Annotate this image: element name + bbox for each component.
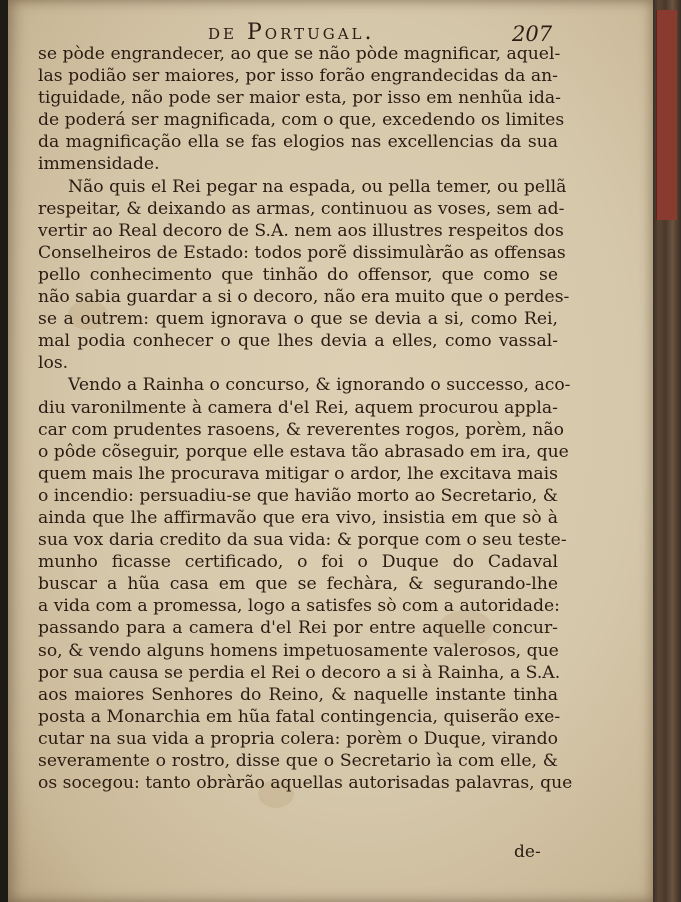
text-line: munho ficasse certificado, o foi o Duque do Cadaval [38, 552, 558, 573]
text-line: quem mais lhe procurava mitigar o ardor, lhe excitava mais [38, 463, 558, 484]
text-line: o pôde cõseguir, porque elle estava tão abrasado em ira, que [38, 441, 569, 462]
text-line: diu varonilmente à camera d'el Rei, aquem procurou appla- [38, 397, 558, 418]
book-edge [653, 0, 681, 902]
text-line: cutar na sua vida a propria colera: porèm o Duque, virando [38, 728, 558, 749]
book-page [8, 0, 653, 902]
text-line: mal podia conhecer o que lhes devia a elles, como vassal- [38, 331, 558, 352]
text-line: de poderá ser magnificada, com o que, excedendo os limites [38, 110, 565, 131]
text-line: car com prudentes rasoens, & reverentes rogos, porèm, não [38, 419, 564, 440]
text-line: Não quis el Rei pegar na espada, ou pella temer, ou pellã [68, 176, 567, 197]
text-line: buscar a hũa casa em que se fechàra, & segurando-lhe [38, 574, 558, 595]
text-line: ainda que lhe affirmavão que era vivo, insistia em que sò à [38, 507, 558, 528]
running-title: de Portugal. [208, 20, 375, 45]
text-line: tiguidade, não pode ser maior esta, por isso em nenhũa ida- [38, 88, 561, 109]
text-line: a vida com a promessa, logo a satisfes sò com a autoridade: [38, 596, 560, 617]
text-line: o incendio: persuadiu-se que havião morto ao Secretario, & [38, 485, 559, 506]
page-number: 207 [512, 22, 553, 46]
text-line: vertir ao Real decoro de S.A. nem aos illustres respeitos dos [38, 220, 564, 241]
text-line: las podião ser maiores, por isso forão engrandecidas da an- [38, 66, 558, 87]
text-line: sua vox daria credito da sua vida: & porque com o seu teste- [38, 530, 567, 551]
text-line: Vendo a Rainha o concurso, & ignorando o successo, aco- [68, 375, 571, 396]
text-line: se pòde engrandecer, ao que se não pòde magnificar, aquel- [38, 44, 561, 64]
text-line: Conselheiros de Estado: todos porẽ dissimulàrão as offensas [38, 242, 566, 263]
body-text [38, 43, 573, 794]
text-line: posta a Monarchia em hũa fatal contingencia, quiserão exe- [38, 706, 561, 727]
text-line: so, & vendo alguns homens impetuosamente valerosos, que [38, 640, 559, 661]
text-line: por sua causa se perdia el Rei o decoro a si à Rainha, a S.A. [38, 662, 561, 683]
text-line: se a outrem: quem ignorava o que se devia a si, como Rei, [38, 309, 558, 330]
text-line: não sabia guardar a si o decoro, não era muito que o perdes- [38, 287, 570, 308]
text-line: severamente o rostro, disse que o Secretario ìa com elle, & [38, 751, 558, 771]
text-line: immensidade. [38, 154, 160, 175]
text-line: los. [38, 353, 69, 374]
page-tab [656, 10, 677, 220]
text-line: da magnificação ella se fas elogios nas excellencias da sua [38, 132, 558, 153]
text-line: aos maiores Senhores do Reino, & naquelle instante tinha [38, 684, 558, 705]
text-line: os socegou: tanto obràrão aquellas autorisadas palavras, que [38, 773, 573, 794]
text-line: passando para a camera d'el Rei por entre aquelle concur- [38, 618, 558, 639]
text-line: pello conhecimento que tinhão do offensor, que como se [38, 264, 558, 285]
text-line: respeitar, & deixando as armas, continuou as voses, sem ad- [38, 198, 565, 219]
catchword: de- [514, 842, 541, 862]
